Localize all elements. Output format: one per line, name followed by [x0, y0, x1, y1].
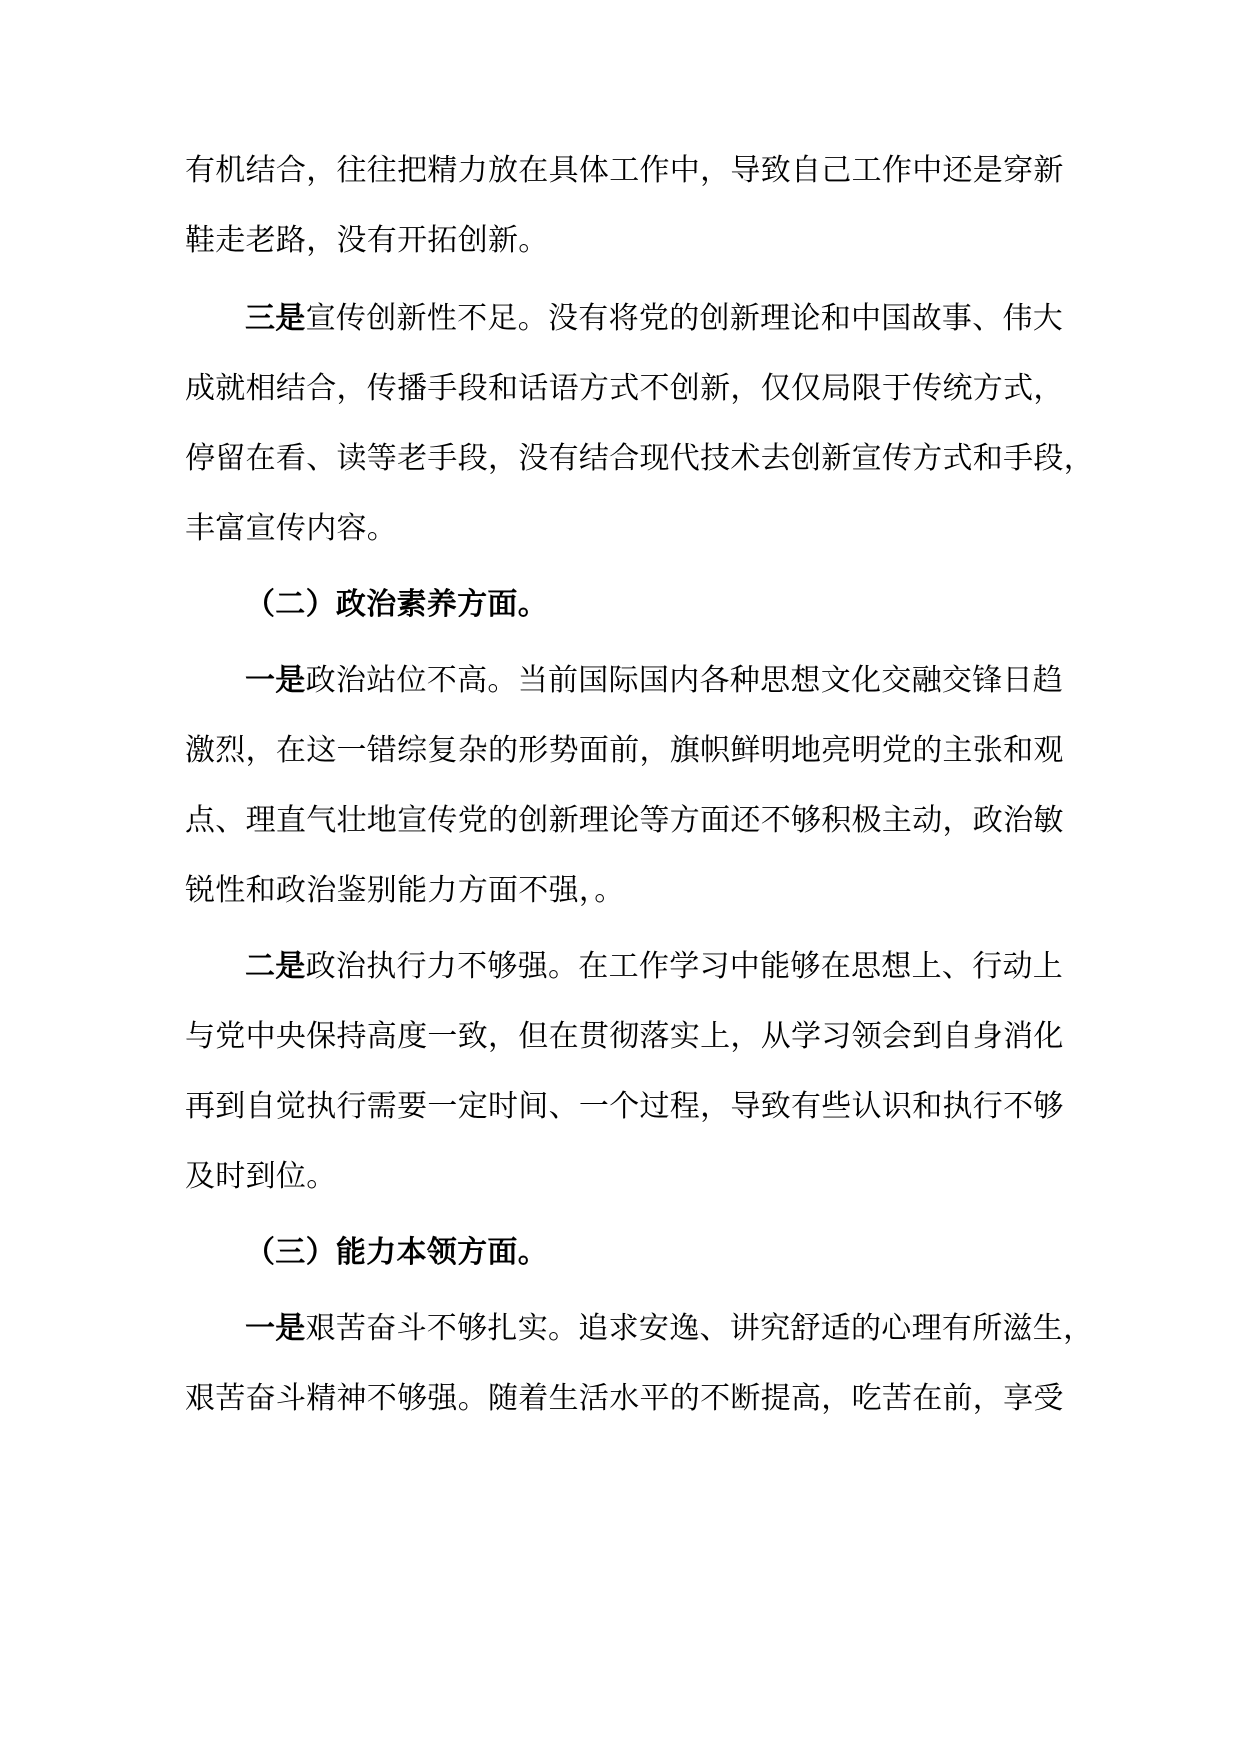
paragraph-line	[0, 510, 1240, 548]
paragraph-text: 锐性和政治鉴别能力方面不强，。	[185, 873, 625, 908]
paragraph-lead: 一是	[245, 1311, 306, 1346]
paragraph-line	[0, 1088, 1240, 1126]
paragraph-text: 激烈，在这一错综复杂的形势面前，旗帜鲜明地亮明党的主张和观	[185, 733, 1064, 768]
paragraph-text: 艰苦奋斗不够扎实。追求安逸、讲究舒适的心理有所滋生，	[305, 1311, 1094, 1346]
heading-text: （二）政治素养方面。	[245, 587, 548, 622]
paragraph-line	[0, 948, 1240, 986]
paragraph-lead: 一是	[245, 663, 306, 698]
paragraph-text: 与党中央保持高度一致，但在贯彻落实上，从学习领会到自身消化	[185, 1019, 1064, 1054]
heading-text: （三）能力本领方面。	[245, 1235, 548, 1270]
paragraph-text: 及时到位。	[185, 1159, 337, 1194]
paragraph-text: 宣传创新性不足。没有将党的创新理论和中国故事、伟大	[305, 301, 1064, 336]
paragraph-text: 点、理直气壮地宣传党的创新理论等方面还不够积极主动，政治敏	[185, 803, 1064, 838]
section-heading	[0, 1234, 1240, 1272]
section-heading	[0, 586, 1240, 624]
paragraph-line	[0, 872, 1240, 910]
paragraph-text: 政治执行力不够强。在工作学习中能够在思想上、行动上	[305, 949, 1064, 984]
paragraph-text: 再到自觉执行需要一定时间、一个过程，导致有些认识和执行不够	[185, 1089, 1064, 1124]
paragraph-line	[0, 662, 1240, 700]
paragraph-line	[0, 1310, 1240, 1348]
paragraph-line	[0, 222, 1240, 260]
paragraph-text: 艰苦奋斗精神不够强。随着生活水平的不断提高，吃苦在前，享受	[185, 1381, 1064, 1416]
paragraph-lead: 三是	[245, 301, 306, 336]
paragraph-line	[0, 152, 1240, 190]
paragraph-lead: 二是	[245, 949, 306, 984]
paragraph-text: 停留在看、读等老手段，没有结合现代技术去创新宣传方式和手段，	[185, 441, 1094, 476]
paragraph-text: 丰富宣传内容。	[185, 511, 398, 546]
paragraph-line	[0, 300, 1240, 338]
paragraph-line	[0, 440, 1240, 478]
paragraph-text: 鞋走老路，没有开拓创新。	[185, 223, 549, 258]
paragraph-line	[0, 1158, 1240, 1196]
paragraph-line	[0, 732, 1240, 770]
paragraph-text: 政治站位不高。当前国际国内各种思想文化交融交锋日趋	[305, 663, 1064, 698]
paragraph-line	[0, 370, 1240, 408]
paragraph-line	[0, 1380, 1240, 1418]
paragraph-text: 有机结合，往往把精力放在具体工作中，导致自己工作中还是穿新	[185, 153, 1064, 188]
paragraph-line	[0, 802, 1240, 840]
paragraph-line	[0, 1018, 1240, 1056]
paragraph-text: 成就相结合，传播手段和话语方式不创新，仅仅局限于传统方式，	[185, 371, 1064, 406]
